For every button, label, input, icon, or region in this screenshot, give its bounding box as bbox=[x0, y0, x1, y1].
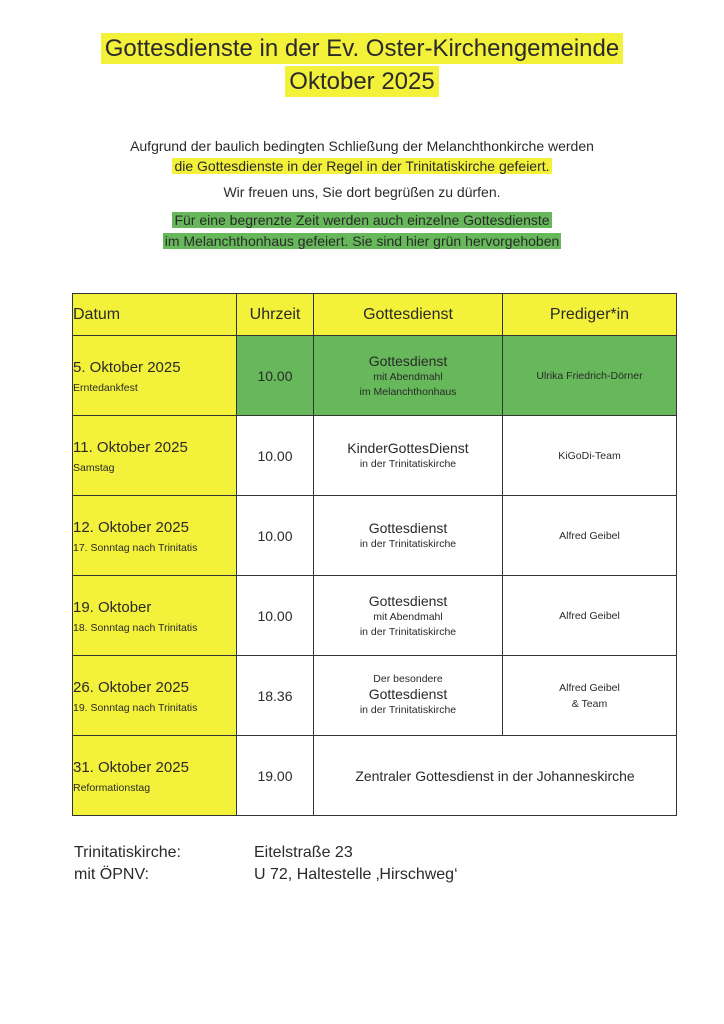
green-note-line-2: im Melanchthonhaus gefeiert. Sie sind hier grün hervorgehoben bbox=[164, 233, 560, 249]
service-title: Gottesdienst bbox=[368, 520, 448, 536]
table-row bbox=[73, 736, 677, 816]
intro-welcome: Wir freuen uns, Sie dort begrüßen zu dürfen. bbox=[223, 184, 501, 200]
date-occasion: Erntedankfest bbox=[73, 381, 138, 394]
header-uhrzeit: Uhrzeit bbox=[237, 294, 314, 336]
service-location: im Melanchthonhaus bbox=[359, 385, 457, 398]
date-main: 11. Oktober 2025 bbox=[73, 438, 188, 456]
time-cell: 10.00 bbox=[237, 416, 314, 496]
footer-label-church: Trinitatiskirche: bbox=[74, 844, 181, 861]
intro-line-1: Aufgrund der baulich bedingten Schließung der Melanchthonkirche werden bbox=[130, 138, 594, 154]
table-row bbox=[73, 656, 677, 736]
footer-row-transit bbox=[74, 864, 458, 886]
intro-highlight: die Gottesdienste in der Regel in der Trinitatiskirche gefeiert. bbox=[174, 158, 550, 174]
service-cell bbox=[314, 336, 503, 416]
footer-label-transit: mit ÖPNV: bbox=[74, 866, 149, 883]
page-title bbox=[0, 33, 724, 97]
header-gottesdienst: Gottesdienst bbox=[314, 294, 503, 336]
footer-address bbox=[74, 842, 458, 886]
date-cell bbox=[73, 576, 237, 656]
service-cell bbox=[314, 576, 503, 656]
date-occasion: Reformationstag bbox=[73, 781, 151, 794]
date-cell bbox=[73, 656, 237, 736]
preacher-team: & Team bbox=[571, 697, 608, 710]
service-title: Gottesdienst bbox=[368, 592, 448, 609]
green-note-line-1: Für eine begrenzte Zeit werden auch einzelne Gottesdienste bbox=[174, 212, 550, 228]
table-header-row bbox=[73, 294, 677, 336]
title-line-1: Gottesdienste in der Ev. Oster-Kirchengemeinde bbox=[101, 33, 623, 64]
service-title: Gottesdienst bbox=[368, 686, 448, 702]
service-prefix: Der besondere bbox=[373, 673, 443, 685]
service-cell bbox=[314, 656, 503, 736]
preacher-cell: Alfred Geibel bbox=[503, 496, 677, 576]
date-cell bbox=[73, 416, 237, 496]
central-service-cell: Zentraler Gottesdienst in der Johanneskirche bbox=[314, 736, 677, 816]
preacher-name: Alfred Geibel bbox=[559, 681, 620, 694]
preacher-cell: Ulrika Friedrich-Dörner bbox=[503, 336, 677, 416]
date-main: 31. Oktober 2025 bbox=[73, 758, 189, 776]
table-row bbox=[73, 576, 677, 656]
date-cell bbox=[73, 336, 237, 416]
table-row bbox=[73, 416, 677, 496]
date-occasion: 19. Sonntag nach Trinitatis bbox=[73, 701, 198, 714]
service-title: Gottesdienst bbox=[368, 352, 448, 369]
service-cell bbox=[314, 416, 503, 496]
service-location: in der Trinitatiskirche bbox=[359, 704, 457, 716]
date-main: 26. Oktober 2025 bbox=[73, 678, 189, 696]
service-location: in der Trinitatiskirche bbox=[359, 625, 457, 638]
table-row bbox=[73, 496, 677, 576]
schedule-table bbox=[72, 293, 677, 816]
service-detail: mit Abendmahl bbox=[373, 610, 443, 623]
date-occasion: Samstag bbox=[73, 461, 115, 474]
table-row bbox=[73, 336, 677, 416]
time-cell: 10.00 bbox=[237, 496, 314, 576]
service-detail: mit Abendmahl bbox=[373, 370, 443, 383]
title-line-2: Oktober 2025 bbox=[285, 66, 438, 97]
date-occasion: 17. Sonntag nach Trinitatis bbox=[73, 541, 198, 554]
footer-value-transit: U 72, Haltestelle ‚Hirschweg‘ bbox=[254, 866, 458, 883]
date-main: 5. Oktober 2025 bbox=[73, 358, 181, 376]
time-cell: 19.00 bbox=[237, 736, 314, 816]
footer-row-address bbox=[74, 842, 458, 864]
preacher-cell: KiGoDi-Team bbox=[503, 416, 677, 496]
footer-value-street: Eitelstraße 23 bbox=[254, 844, 353, 861]
date-cell bbox=[73, 496, 237, 576]
date-occasion: 18. Sonntag nach Trinitatis bbox=[73, 621, 198, 634]
date-main: 19. Oktober bbox=[73, 598, 152, 616]
intro-green-note bbox=[0, 210, 724, 252]
preacher-cell bbox=[503, 656, 677, 736]
service-location: in der Trinitatiskirche bbox=[359, 458, 457, 470]
service-location: in der Trinitatiskirche bbox=[359, 538, 457, 550]
time-cell: 10.00 bbox=[237, 576, 314, 656]
service-cell bbox=[314, 496, 503, 576]
time-cell: 18.36 bbox=[237, 656, 314, 736]
service-title: KinderGottesDienst bbox=[347, 440, 469, 456]
header-prediger: Prediger*in bbox=[503, 294, 677, 336]
date-main: 12. Oktober 2025 bbox=[73, 518, 189, 536]
intro-text bbox=[0, 136, 724, 176]
date-cell bbox=[73, 736, 237, 816]
header-datum: Datum bbox=[73, 294, 237, 336]
time-cell: 10.00 bbox=[237, 336, 314, 416]
preacher-cell: Alfred Geibel bbox=[503, 576, 677, 656]
